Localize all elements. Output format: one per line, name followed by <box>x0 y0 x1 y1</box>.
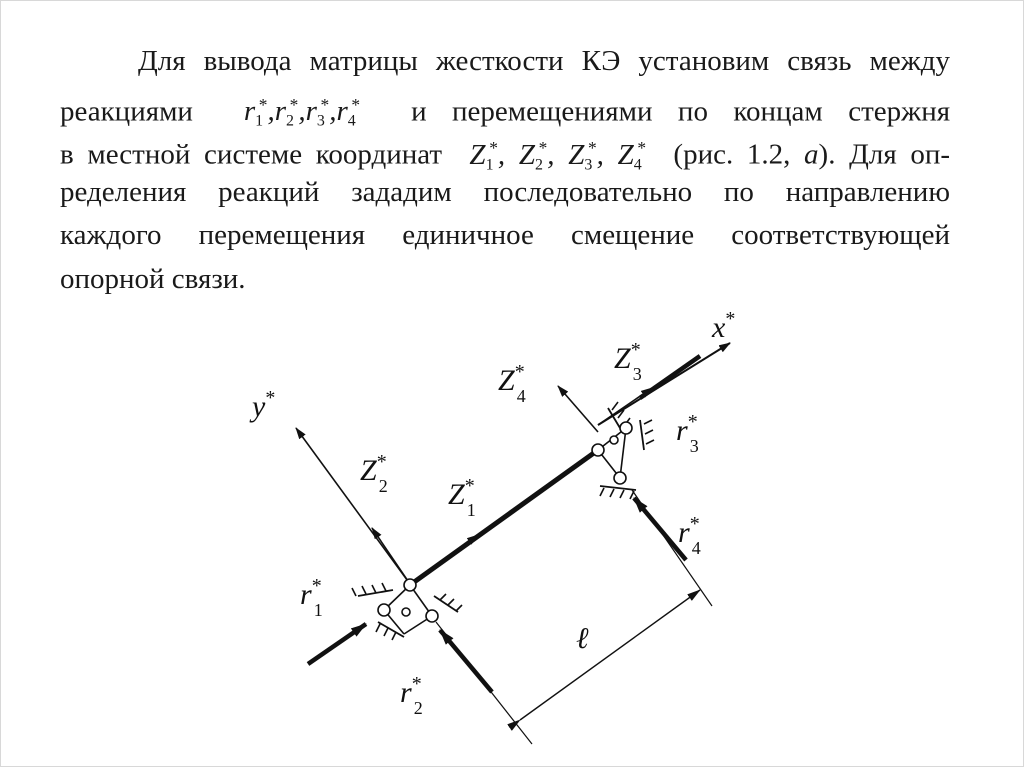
z2-arrow <box>372 528 410 584</box>
dim-extension-left <box>436 622 532 744</box>
paragraph-line-1: Для вывода матрицы жесткости КЭ установим связь между <box>138 45 950 77</box>
z1-arrow <box>410 535 478 584</box>
dim-line <box>520 590 700 720</box>
left-support <box>352 579 462 640</box>
reactions-list: $r_1^*,r_2^*,r_3^*,r_4^*$ <box>243 94 361 127</box>
r1-label: r* 1 <box>300 575 323 620</box>
paragraph-line-2: реакциями $r_1^*,r_2^*,r_3^*,r_4^*$ и перемещениями по концам стержня <box>60 94 950 127</box>
z2-label: Z* 2 <box>360 451 388 496</box>
r3-arrow-shaft <box>640 356 700 398</box>
y-axis-arrow <box>296 428 410 584</box>
r3-label: r* 3 <box>676 411 699 456</box>
y-axis-label: y* <box>252 387 276 423</box>
r4-label: r* 4 <box>678 513 701 558</box>
x-axis-label: x* <box>712 308 736 344</box>
r1-arrow <box>308 624 366 664</box>
paragraph-line-5: каждого перемещения единичное смещение соответствующей <box>60 219 950 251</box>
z1-label: Z* 1 <box>448 475 476 520</box>
z4-label: Z* 4 <box>498 361 526 406</box>
paragraph-line-3: в местной системе координат $Z_1^*$, $Z_2^*$, $Z_3^*$, $Z_4^*$ (рис. 1.2, а). Для оп- <box>60 138 950 171</box>
r2-label: r* 2 <box>400 673 423 718</box>
right-support <box>592 402 654 499</box>
paragraph-line-6: опорной связи. <box>60 262 246 295</box>
z4-arrow <box>558 386 598 432</box>
beam <box>410 450 598 585</box>
z3-label: Z* 3 <box>614 339 642 384</box>
length-label: ℓ <box>576 622 589 655</box>
displacements-list: $Z_1^*$, $Z_2^*$, $Z_3^*$, $Z_4^*$ <box>469 138 647 171</box>
paragraph-line-4: ределения реакций зададим последовательно по направлению <box>60 175 950 208</box>
